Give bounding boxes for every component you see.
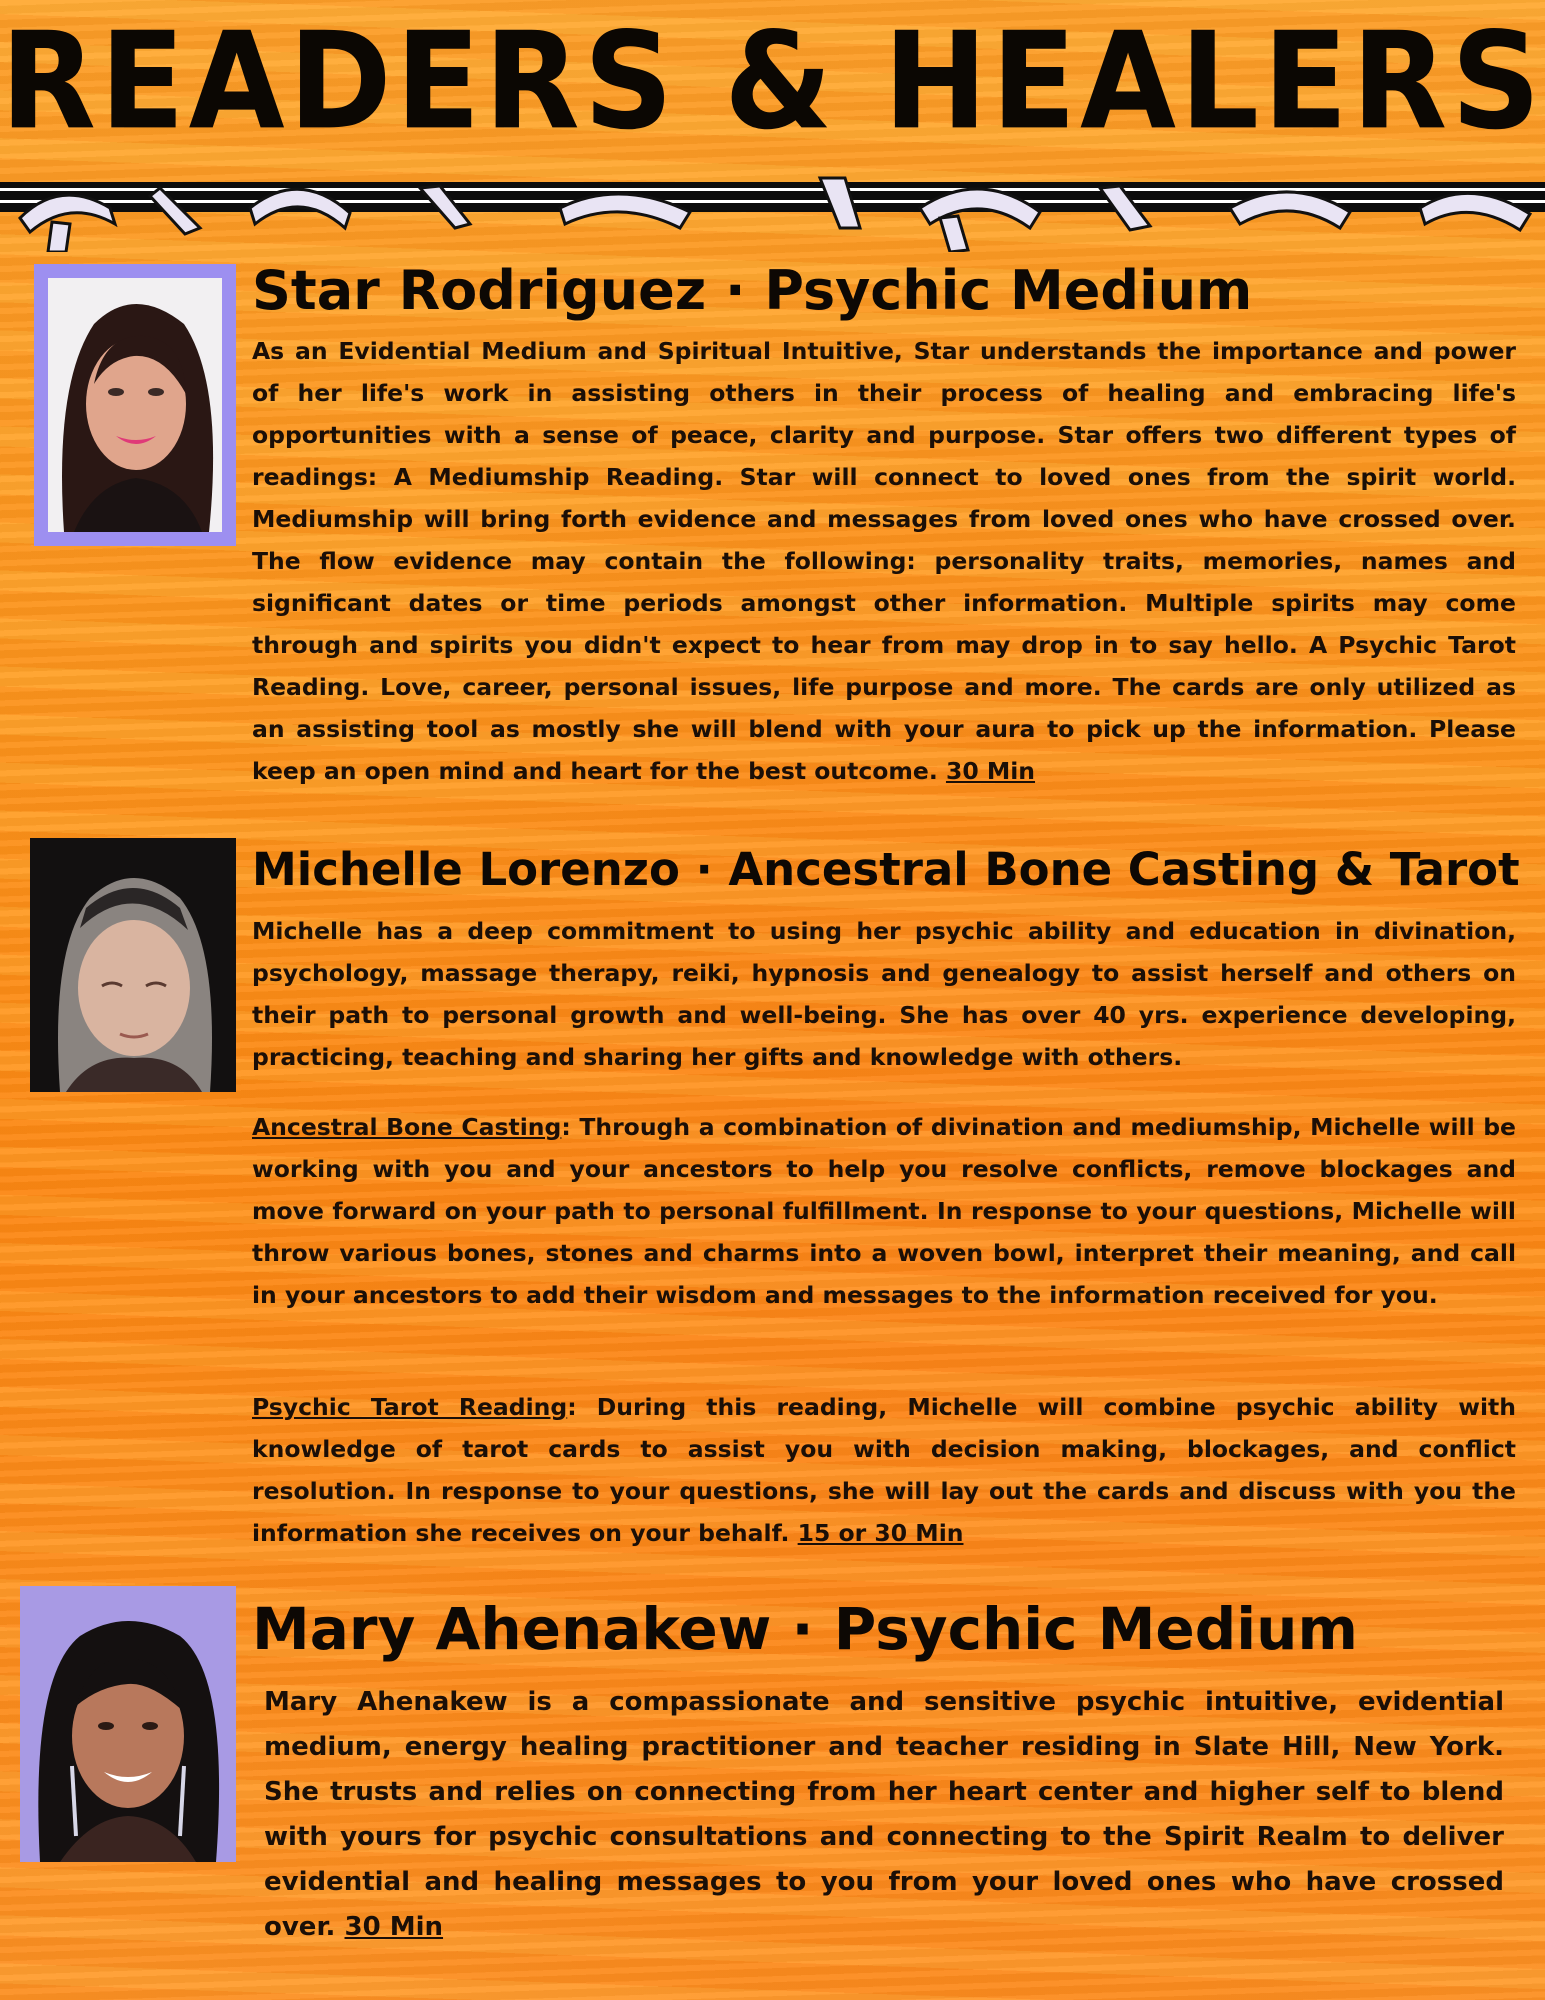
reader-heading-mary: Mary Ahenakew · Psychic Medium xyxy=(252,1595,1358,1663)
mary-ahenakew-photo xyxy=(20,1586,236,1862)
service-label-bone-casting: Ancestral Bone Casting xyxy=(252,1113,562,1141)
duration-30-min-mary: 30 Min xyxy=(344,1912,444,1942)
ribbon-banner-decoration xyxy=(0,168,1545,252)
michelle-lorenzo-photo xyxy=(30,838,236,1092)
reader-tarot-description: Psychic Tarot Reading: During this reading, Michelle will combine psychic ability with knowledge of tarot cards to assist you with decision making, blockages, and conflict resolution. In response to your questions, she will lay out the cards and discuss with you the information she receives on your behalf. 15 or 30 Min xyxy=(252,1393,1516,1547)
star-rodriguez-photo xyxy=(34,264,236,546)
reader-bone-casting-description: Ancestral Bone Casting: Through a combination of divination and mediumship, Michelle will be working with you and your ancestors to help you resolve conflicts, remove blockages and move forward on your path to personal fulfillment. In response to your questions, Michelle will throw various bones, stones and charms into a woven bowl, interpret their meaning, and call in your ancestors to add their wisdom and messages to the information received for you. xyxy=(252,1113,1516,1309)
service-label-tarot: Psychic Tarot Reading xyxy=(252,1393,568,1421)
duration-15-or-30-min: 15 or 30 Min xyxy=(797,1519,964,1547)
reader-bio-mary: Mary Ahenakew is a compassionate and sensitive psychic intuitive, evidential medium, energy healing practitioner and teacher residing in Slate Hill, New York. She trusts and relies on connecting from her heart center and higher self to blend with yours for psychic consultations and connecting to the Spirit Realm to deliver evidential and healing messages to you from your loved ones who have crossed over. 30 Min xyxy=(264,1687,1504,1942)
reader-bio-star: As an Evidential Medium and Spiritual Intuitive, Star understands the importance and power of her life's work in assisting others in their process of healing and embracing life's opportunities with a sense of peace, clarity and purpose. Star offers two different types of readings: A Mediumship Reading. Star will connect to loved ones from the spirit world. Mediumship will bring forth evidence and messages from loved ones who have crossed over. The flow evidence may contain the following: personality traits, memories, names and significant dates or time periods amongst other information. Multiple spirits may come through and spirits you didn't expect to hear from may drop in to say hello. A Psychic Tarot Reading. Love, career, personal issues, life purpose and more. The cards are only utilized as an assisting tool as mostly she will blend with your aura to pick up the information. Please keep an open mind and heart for the best outcome. 30 Min xyxy=(252,337,1516,785)
reader-heading-star: Star Rodriguez · Psychic Medium xyxy=(252,259,1253,322)
reader-heading-michelle: Michelle Lorenzo · Ancestral Bone Casting & Tarot xyxy=(252,843,1520,896)
page-title: READERS & HEALERS xyxy=(0,4,1545,160)
duration-30-min: 30 Min xyxy=(945,757,1036,785)
reader-bio-michelle: Michelle has a deep commitment to using her psychic ability and education in divination, psychology, massage therapy, reiki, hypnosis and genealogy to assist herself and others on their path to personal growth and well-being. She has over 40 yrs. experience developing, practicing, teaching and sharing her gifts and knowledge with others. xyxy=(252,917,1516,1071)
